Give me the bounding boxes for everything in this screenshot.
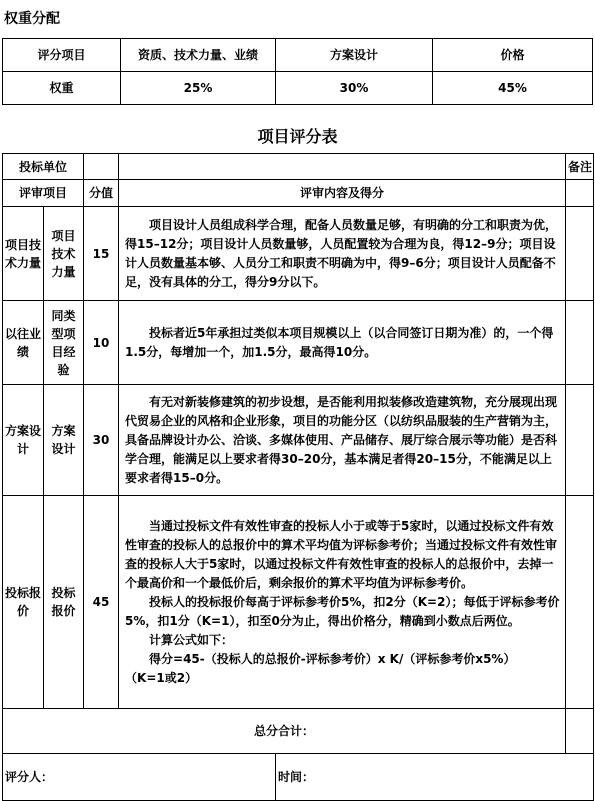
weight-header-cell: 价格 [433, 39, 593, 72]
table-row [3, 496, 594, 709]
description-paragraph: 投标人的投标报价每高于评标参考价5%，扣2分（K=2）；每低于评标参考价5%，扣1分（K=1），扣至0分为止，得出价格分，精确到小数点后两位。 [125, 594, 560, 628]
row-category: 以往业绩 [3, 301, 44, 385]
weight-value-row [3, 72, 593, 105]
row-score: 45 [84, 496, 119, 709]
description-paragraph: （K=1或2） [125, 670, 198, 685]
weight-header-cell: 方案设计 [276, 39, 433, 72]
row-item: 项目技术力量 [44, 207, 84, 301]
description-paragraph: 计算公式如下： [149, 632, 234, 647]
weight-header-row [3, 39, 593, 72]
description-paragraph: 投标者近5年承担过类似本项目规模以上（以合同签订日期为准）的，一个得1.5分，每增加一个，加1.5分，最高得10分。 [125, 325, 554, 359]
remarks-cell [566, 207, 594, 301]
remarks-cell [566, 180, 594, 207]
row-description [119, 496, 566, 709]
weight-header-cell: 评分项目 [3, 39, 121, 72]
col-header-content: 评审内容及得分 [119, 180, 566, 207]
bidder-spacer [84, 154, 119, 180]
row-score: 15 [84, 207, 119, 301]
score-table [2, 153, 594, 801]
weight-value: 30% [276, 72, 433, 105]
row-score: 10 [84, 301, 119, 385]
time-label: 时间： [276, 754, 594, 801]
row-category: 方案设计 [3, 385, 44, 496]
reviewer-label: 评分人： [3, 754, 276, 801]
remarks-cell [566, 709, 594, 754]
col-header-item: 评审项目 [3, 180, 84, 207]
bidder-label: 投标单位 [3, 154, 84, 180]
bidder-row [3, 154, 594, 180]
weight-value: 45% [433, 72, 593, 105]
row-description [119, 385, 566, 496]
row-description [119, 207, 566, 301]
description-paragraph: 项目设计人员组成科学合理，配备人员数量足够，有明确的分工和职责为优，得15–12分；项目设计人员数量够，人员配置较为合理为良，得12–9分；项目设计人员数量基本够、人员分工和职责不明确为中，得9–6分；项目设计人员配备不足，没有具体的分工，得分9分以下。 [125, 217, 558, 289]
remarks-label: 备注 [566, 154, 594, 180]
remarks-cell [566, 496, 594, 709]
remarks-cell [566, 385, 594, 496]
description-paragraph: 当通过投标文件有效性审查的投标人小于或等于5家时，以通过投标文件有效性审查的投标人的总报价中的算术平均值为评标参考价；当通过投标文件有效性审查的投标人大于5家时，以通过投标文件有效性审查的投标人的总报价中，去掉一个最高价和一个最低价后，剩余报价的算术平均值为评标参考价。 [125, 518, 558, 590]
row-item: 同类型项目经验 [44, 301, 84, 385]
row-category: 项目技术力量 [3, 207, 44, 301]
total-row [3, 709, 594, 754]
col-header-score: 分值 [84, 180, 119, 207]
row-category: 投标报价 [3, 496, 44, 709]
bidder-name-cell [119, 154, 566, 180]
description-paragraph: 得分=45-（投标人的总报价-评标参考价）x K/（评标参考价x5%） [149, 651, 516, 666]
table-row [3, 207, 594, 301]
weight-header-cell: 资质、技术力量、业绩 [121, 39, 276, 72]
weight-value: 25% [121, 72, 276, 105]
score-table-title: 项目评分表 [257, 127, 338, 146]
weight-section-title: 权重分配 [4, 11, 60, 27]
remarks-cell [566, 301, 594, 385]
row-item: 投标报价 [44, 496, 84, 709]
total-label: 总分合计： [3, 709, 566, 754]
table-row [3, 301, 594, 385]
signature-row [3, 754, 594, 801]
row-description [119, 301, 566, 385]
column-header-row [3, 180, 594, 207]
row-item: 方案设计 [44, 385, 84, 496]
table-row [3, 385, 594, 496]
weight-row-label: 权重 [3, 72, 121, 105]
row-score: 30 [84, 385, 119, 496]
description-paragraph: 有无对新装修建筑的初步设想，是否能利用拟装修改造建筑物，充分展现出现代贸易企业的风格和企业形象，项目的功能分区（以纺织品服装的生产营销为主，具备品牌设计办公、洽谈、多媒体使用、产品储存、展厅综合展示等功能）是否科学合理，能满足以上要求者得30–20分，基本满足者得20–15分，不能满足以上要求者得15–0分。 [125, 394, 558, 485]
weight-table [2, 38, 593, 105]
